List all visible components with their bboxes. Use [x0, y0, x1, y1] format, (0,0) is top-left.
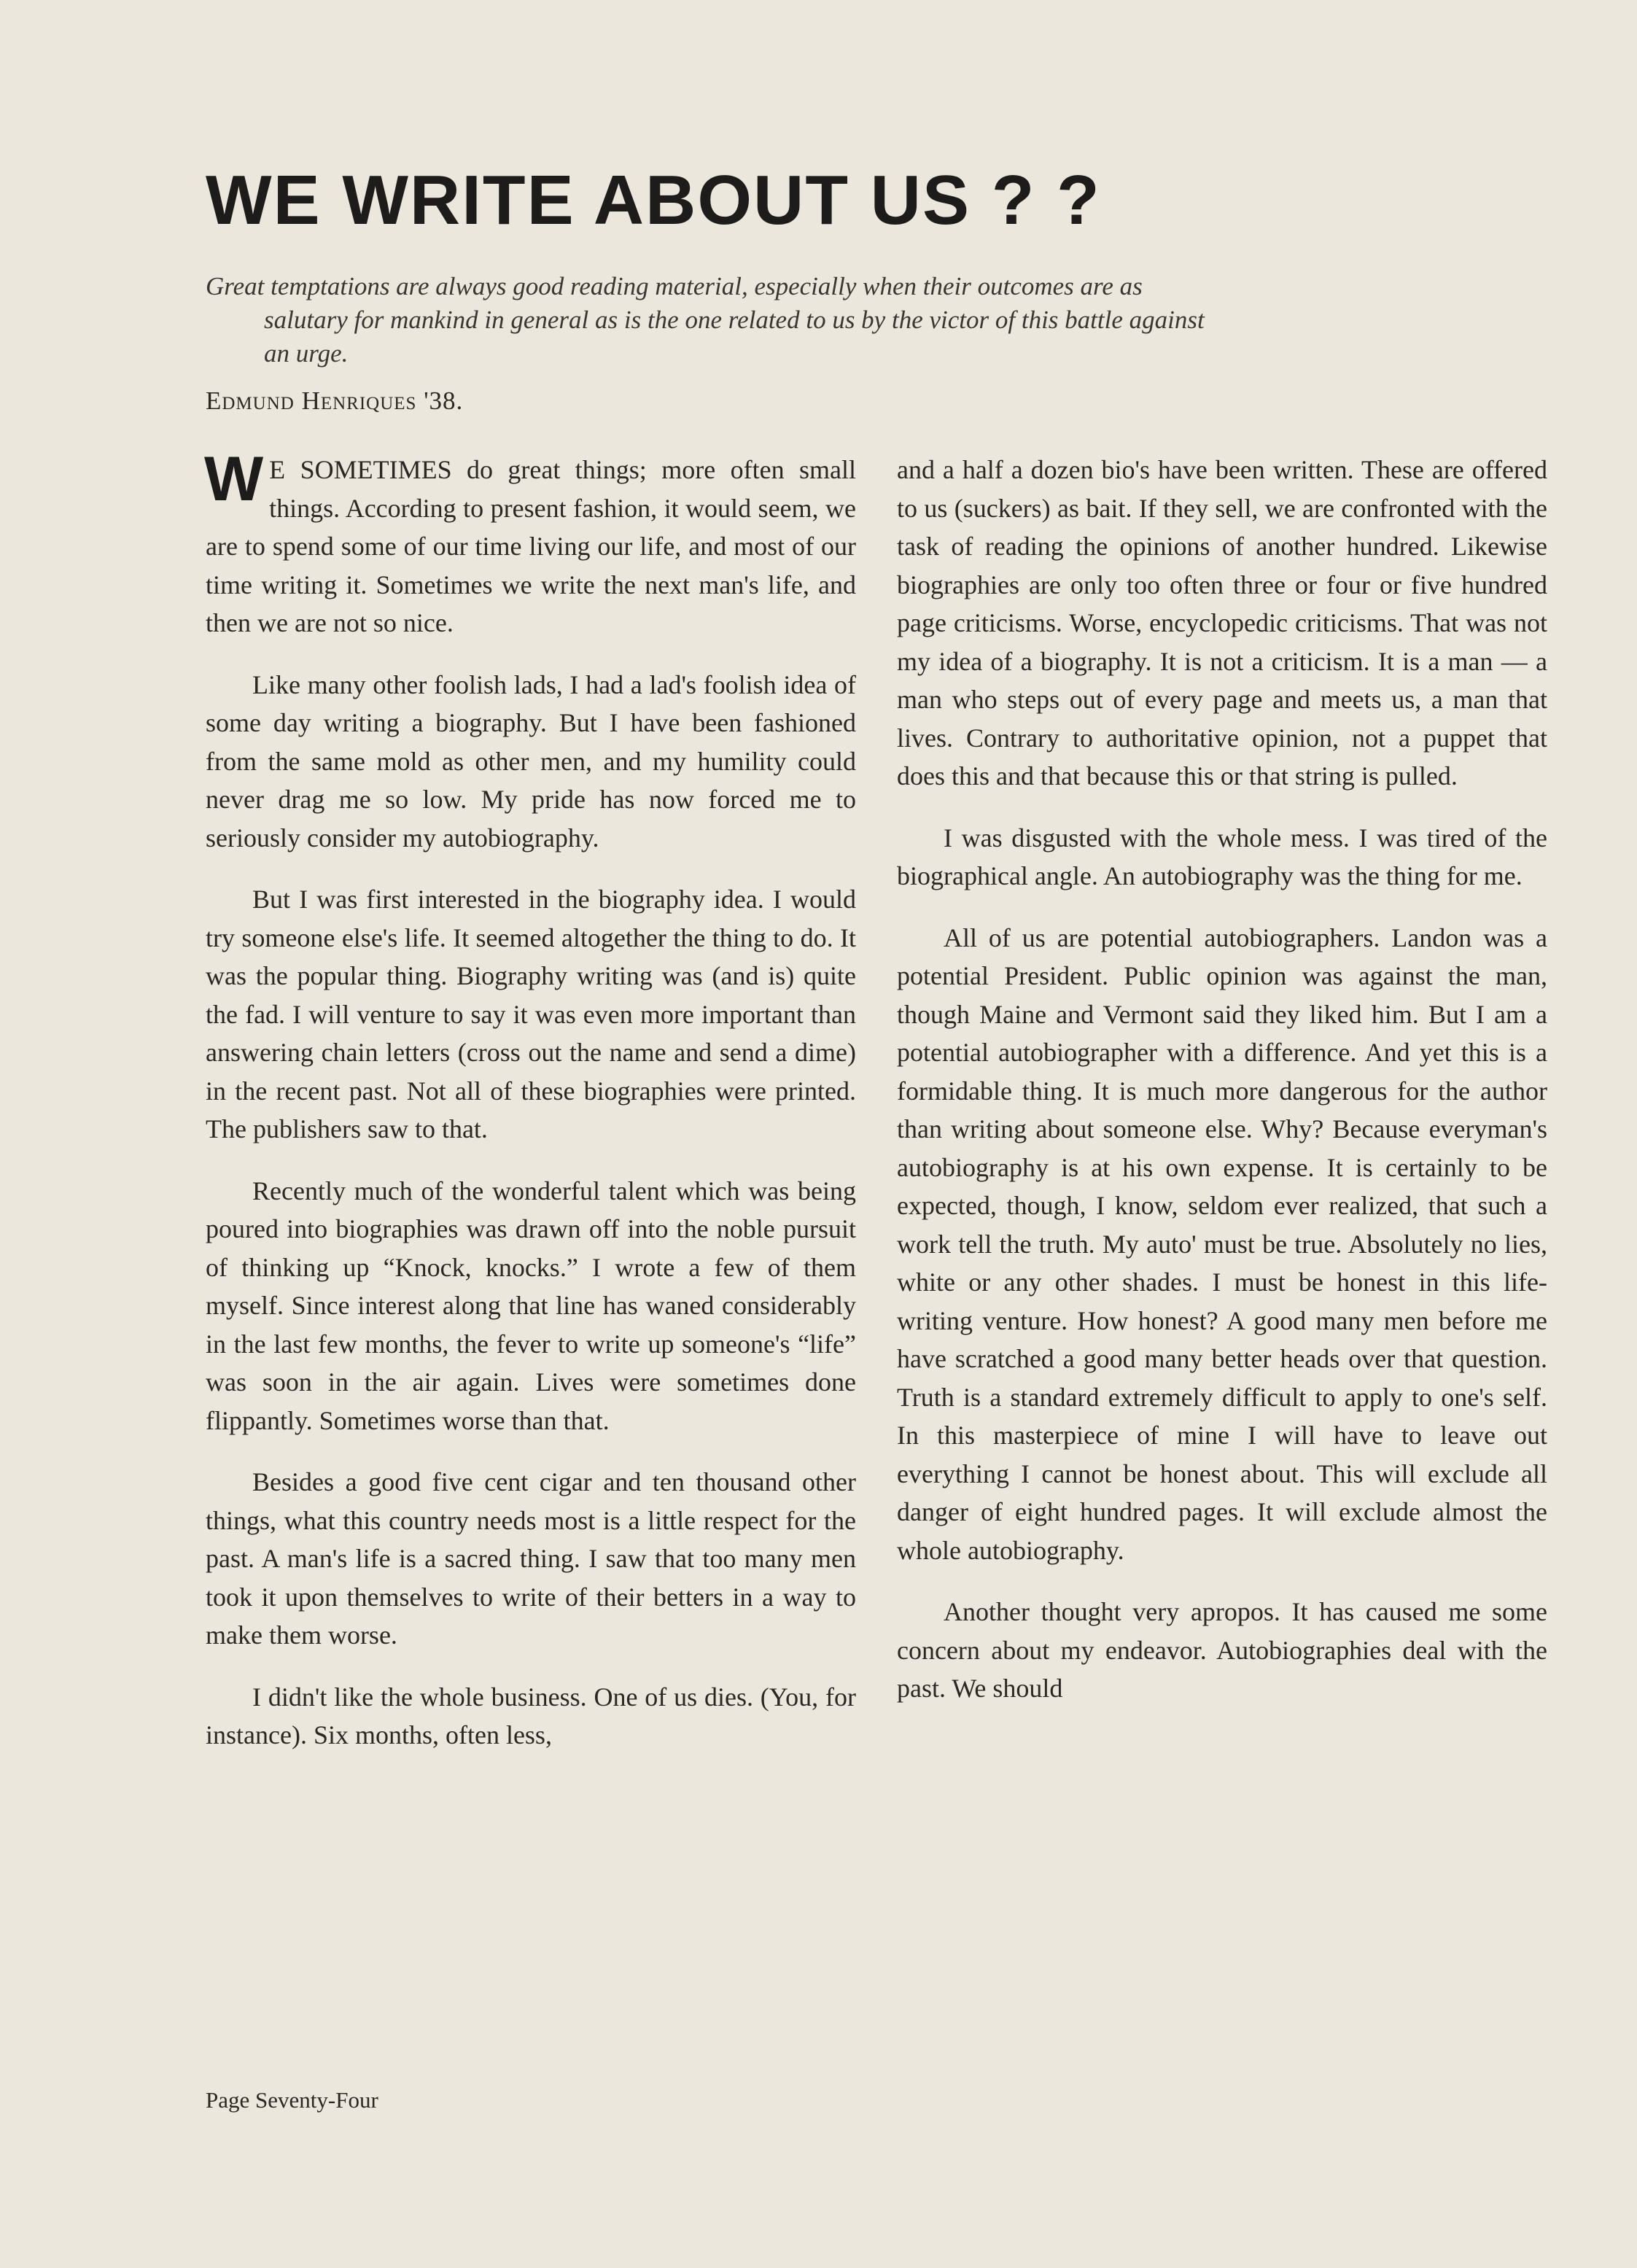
paragraph: Another thought very apropos. It has caused me some concern about my endeavor. Autobiographies deal with the past. We should — [897, 1597, 1547, 1703]
author-byline: Edmund Henriques '38. — [206, 387, 464, 415]
paragraph: All of us are potential autobiographers. Landon was a potential President. Public opinion was against the man, though Maine and Vermont said they liked him. But I am a potential autobiographer with a difference. And yet this is a formidable thing. It is much more dangerous for the author than writing about someone else. Why? Because everyman's autobiography is at his own expense. It is certainly to be expected, though, I know, seldom ever realized, that such a work tell the truth. My auto' must be true. Absolutely no lies, white or any other shades. I must be honest in this life-writing venture. How honest? A good many men before me have scratched a good many better heads over that question. Truth is a standard extremely difficult to apply to one's self. In this masterpiece of mine I will have to leave out everything I cannot be honest about. This will exclude all danger of eight hundred pages. It will exclude almost the whole autobiography. — [897, 923, 1547, 1565]
page-number: Page Seventy-Four — [206, 2087, 378, 2113]
drop-cap: W — [204, 444, 264, 514]
paragraph: I was disgusted with the whole mess. I was tired of the biographical angle. An autobiography was the thing for me. — [897, 823, 1547, 890]
column-right — [897, 451, 1547, 1731]
article-title: WE WRITE ABOUT US ? ? — [206, 161, 1101, 239]
paragraph — [204, 444, 856, 642]
paragraph: Besides a good five cent cigar and ten thousand other things, what this country needs most is a little respect for the past. A man's life is a sacred thing. I saw that too many men took it upon themselves to write of their betters in a way to make them worse. — [206, 1467, 856, 1650]
intro-text: Great temptations are always good reading material, especially when their outcomes are as salutary for mankind in general as is the one related to us by the victor of this battle against an urge. — [206, 272, 1205, 368]
paragraph: I didn't like the whole business. One of us dies. (You, for instance). Six months, often less, — [206, 1682, 856, 1749]
paragraph: Like many other foolish lads, I had a lad's foolish idea of some day writing a biography. But I have been fashioned from the same mold as other men, and my humility could never drag me so low. My pride has now forced me to seriously consider my autobiography. — [206, 669, 856, 853]
paragraph: and a half a dozen bio's have been written. These are offered to us (suckers) as bait. If they sell, we are confronted with the task of reading the opinions of another hundred. Likewise biographies are only too often three or four or five hundred page criticisms. Worse, encyclopedic criticisms. That was not my idea of a biography. It is not a criticism. It is a man — a man who steps out of every page and meets us, a man that lives. Contrary to authoritative opinion, not a puppet that does this and that because this or that string is pulled. — [897, 455, 1547, 791]
column-left — [204, 444, 856, 1778]
paragraph: Recently much of the wonderful talent which was being poured into biographies was drawn off into the noble pursuit of thinking up “Knock, knocks.” I wrote a few of them myself. Since interest along that line has waned considerably in the last few months, the fever to write up someone's “life” was soon in the air again. Lives were sometimes done flippantly. Sometimes worse than that. — [206, 1176, 856, 1435]
article-intro — [206, 270, 1212, 370]
paragraph: But I was first interested in the biography idea. I would try someone else's life. It seemed altogether the thing to do. It was the popular thing. Biography writing was (and is) quite the fad. I will venture to say it was even more important than answering chain letters (cross out the name and send a dime) in the recent past. Not all of these biographies were printed. The publishers saw to that. — [206, 885, 856, 1143]
paragraph-text: E SOMETIMES do great things; more often small things. According to present fashion, it would seem, we are to spend some of our time living our life, and most of our time writing it. Sometimes we write the next man's life, and then we are not so nice. — [206, 455, 856, 637]
